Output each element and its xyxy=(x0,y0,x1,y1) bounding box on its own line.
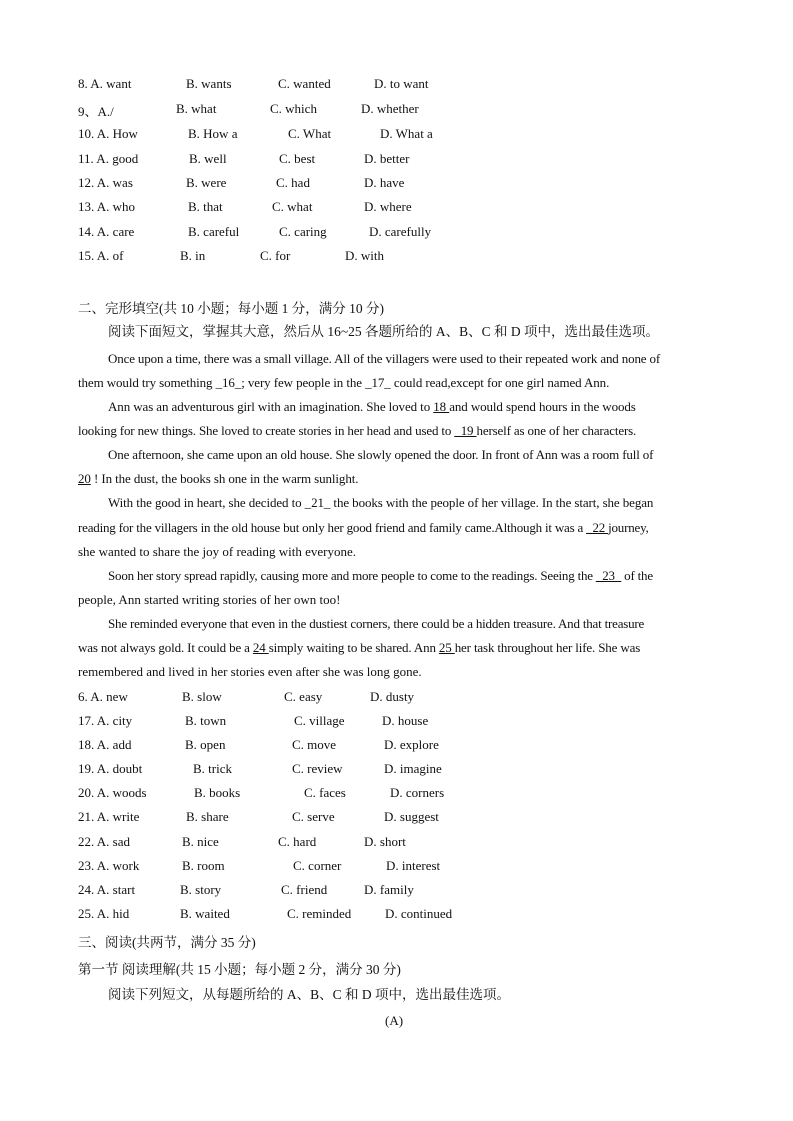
blank-24: 24 xyxy=(252,640,269,655)
option-d: D. carefully xyxy=(369,224,432,239)
passage-line: she wanted to share the joy of reading with everyone. xyxy=(78,544,356,559)
option-b: B. town xyxy=(185,713,227,728)
section-heading: 三、阅读(共两节，满分 35 分) xyxy=(78,935,256,950)
section-instruction: 阅读下列短文，从每题所给的 A、B、C 和 D 项中，选出最佳选项。 xyxy=(108,987,511,1002)
option-a: 15. A. of xyxy=(78,248,124,263)
option-a: 18. A. add xyxy=(78,737,132,752)
option-a: 9、A./ xyxy=(78,104,114,119)
option-d: D. corners xyxy=(390,785,445,800)
option-a: 13. A. who xyxy=(78,199,136,214)
passage-line: With the good in heart, she decided to _21_ the books with the people of her village. In the start, she began xyxy=(108,495,654,510)
option-b: B. well xyxy=(189,151,227,166)
passage-label: (A) xyxy=(385,1013,404,1028)
section-subheading: 第一节 阅读理解(共 15 小题；每小题 2 分，满分 30 分) xyxy=(78,962,401,977)
option-b: B. in xyxy=(180,248,206,263)
option-row xyxy=(78,175,598,191)
option-d: D. whether xyxy=(361,101,419,116)
option-a: 22. A. sad xyxy=(78,834,130,849)
option-b: B. story xyxy=(180,882,222,897)
option-a: 24. A. start xyxy=(78,882,136,897)
option-c: C. review xyxy=(292,761,343,776)
option-b: B. room xyxy=(182,858,225,873)
option-d: D. house xyxy=(382,713,429,728)
option-d: D. short xyxy=(364,834,406,849)
option-b: B. share xyxy=(186,809,229,824)
passage-line: remembered and lived in her stories even after she was long gone. xyxy=(78,664,422,679)
option-row xyxy=(78,737,598,753)
option-b: B. open xyxy=(185,737,226,752)
option-d: D. imagine xyxy=(384,761,442,776)
option-row xyxy=(78,248,598,264)
option-c: C. village xyxy=(294,713,345,728)
option-c: C. move xyxy=(292,737,337,752)
option-b: B. slow xyxy=(182,689,222,704)
passage-line: people, Ann started writing stories of her own too! xyxy=(78,592,341,607)
option-row xyxy=(78,199,598,215)
passage-line: them would try something _16_; very few people in the _17_ could read,except for one girl named Ann. xyxy=(78,375,610,390)
option-c: C. what xyxy=(272,199,313,214)
option-d: D. What a xyxy=(380,126,433,141)
option-d: D. where xyxy=(364,199,412,214)
option-c: C. What xyxy=(288,126,332,141)
option-row xyxy=(78,689,598,705)
option-d: D. suggest xyxy=(384,809,439,824)
option-d: D. with xyxy=(345,248,384,263)
blank-21: _21_ xyxy=(304,495,331,510)
option-c: C. hard xyxy=(278,834,317,849)
option-b: B. were xyxy=(186,175,227,190)
option-d: D. dusty xyxy=(370,689,415,704)
blank-17: _17_ xyxy=(365,375,391,390)
option-row xyxy=(78,76,598,92)
option-b: B. nice xyxy=(182,834,219,849)
blank-20: 20 xyxy=(78,471,91,486)
passage-line: She reminded everyone that even in the dustiest corners, there could be a hidden treasure. And that treasure xyxy=(108,616,645,631)
option-a: 12. A. was xyxy=(78,175,133,190)
option-row xyxy=(78,151,598,167)
option-a: 20. A. woods xyxy=(78,785,147,800)
blank-22: _22 xyxy=(586,520,609,535)
option-a: 25. A. hid xyxy=(78,906,130,921)
blank-18: 18 xyxy=(433,399,450,414)
option-a: 11. A. good xyxy=(78,151,139,166)
passage-line: Once upon a time, there was a small village. All of the villagers were used to their repeated work and none of xyxy=(108,351,661,366)
option-c: C. best xyxy=(279,151,316,166)
passage-line: Soon her story spread rapidly, causing more and more people to come to the readings. Seeing the _23_ of the xyxy=(108,568,653,583)
option-a: 17. A. city xyxy=(78,713,133,728)
passage-line: was not always gold. It could be a 24 simply waiting to be shared. Ann 25 her task throughout her life. She was xyxy=(78,640,641,655)
option-row xyxy=(78,761,598,777)
blank-16: _16_ xyxy=(215,375,242,390)
option-c: C. for xyxy=(260,248,291,263)
passage-line: looking for new things. She loved to create stories in her head and used to _19 herself as one of her characters. xyxy=(78,423,637,438)
passage-line: 20 ! In the dust, the books sh one in the warm sunlight. xyxy=(78,471,359,486)
section-instruction: 阅读下面短文，掌握其大意，然后从 16~25 各题所给的 A、B、C 和 D 项中，选出最佳选项。 xyxy=(108,324,660,339)
option-d: D. to want xyxy=(374,76,429,91)
option-c: C. which xyxy=(270,101,317,116)
option-d: D. have xyxy=(364,175,405,190)
blank-23: _23_ xyxy=(595,568,622,583)
passage-line: reading for the villagers in the old house but only her good friend and family came.Although it was a _22 journey, xyxy=(78,520,649,535)
passage-line: One afternoon, she came upon an old house. She slowly opened the door. In front of Ann was a room full of xyxy=(108,447,654,462)
option-row xyxy=(78,858,598,874)
option-b: B. that xyxy=(188,199,223,214)
option-c: C. faces xyxy=(304,785,346,800)
option-c: C. corner xyxy=(293,858,342,873)
option-row xyxy=(78,809,598,825)
option-b: B. careful xyxy=(188,224,240,239)
option-row xyxy=(78,906,598,922)
option-b: B. How a xyxy=(188,126,238,141)
option-row xyxy=(78,101,598,117)
option-a: 8. A. want xyxy=(78,76,132,91)
option-c: C. easy xyxy=(284,689,323,704)
option-a: 19. A. doubt xyxy=(78,761,143,776)
option-d: D. family xyxy=(364,882,414,897)
option-b: B. what xyxy=(176,101,217,116)
option-c: C. caring xyxy=(279,224,327,239)
option-c: C. reminded xyxy=(287,906,352,921)
option-d: D. explore xyxy=(384,737,439,752)
option-a: 10. A. How xyxy=(78,126,138,141)
option-d: D. continued xyxy=(385,906,453,921)
option-b: B. books xyxy=(194,785,241,800)
option-row xyxy=(78,224,598,240)
option-a: 23. A. work xyxy=(78,858,140,873)
blank-19: _19 xyxy=(454,423,477,438)
option-c: C. had xyxy=(276,175,310,190)
option-d: D. interest xyxy=(386,858,441,873)
option-d: D. better xyxy=(364,151,410,166)
option-a: 21. A. write xyxy=(78,809,140,824)
option-c: C. friend xyxy=(281,882,328,897)
passage-line: Ann was an adventurous girl with an imagination. She loved to 18 and would spend hours in the woods xyxy=(108,399,636,414)
option-c: C. wanted xyxy=(278,76,331,91)
option-b: B. waited xyxy=(180,906,230,921)
option-row xyxy=(78,882,598,898)
option-b: B. wants xyxy=(186,76,232,91)
option-row xyxy=(78,834,598,850)
option-row xyxy=(78,785,598,801)
option-c: C. serve xyxy=(292,809,335,824)
option-a: 6. A. new xyxy=(78,689,128,704)
blank-25: 25 xyxy=(438,640,455,655)
option-a: 14. A. care xyxy=(78,224,135,239)
option-b: B. trick xyxy=(193,761,232,776)
option-row xyxy=(78,713,598,729)
section-heading: 二、完形填空(共 10 小题；每小题 1 分，满分 10 分) xyxy=(78,301,384,316)
option-row xyxy=(78,126,598,142)
